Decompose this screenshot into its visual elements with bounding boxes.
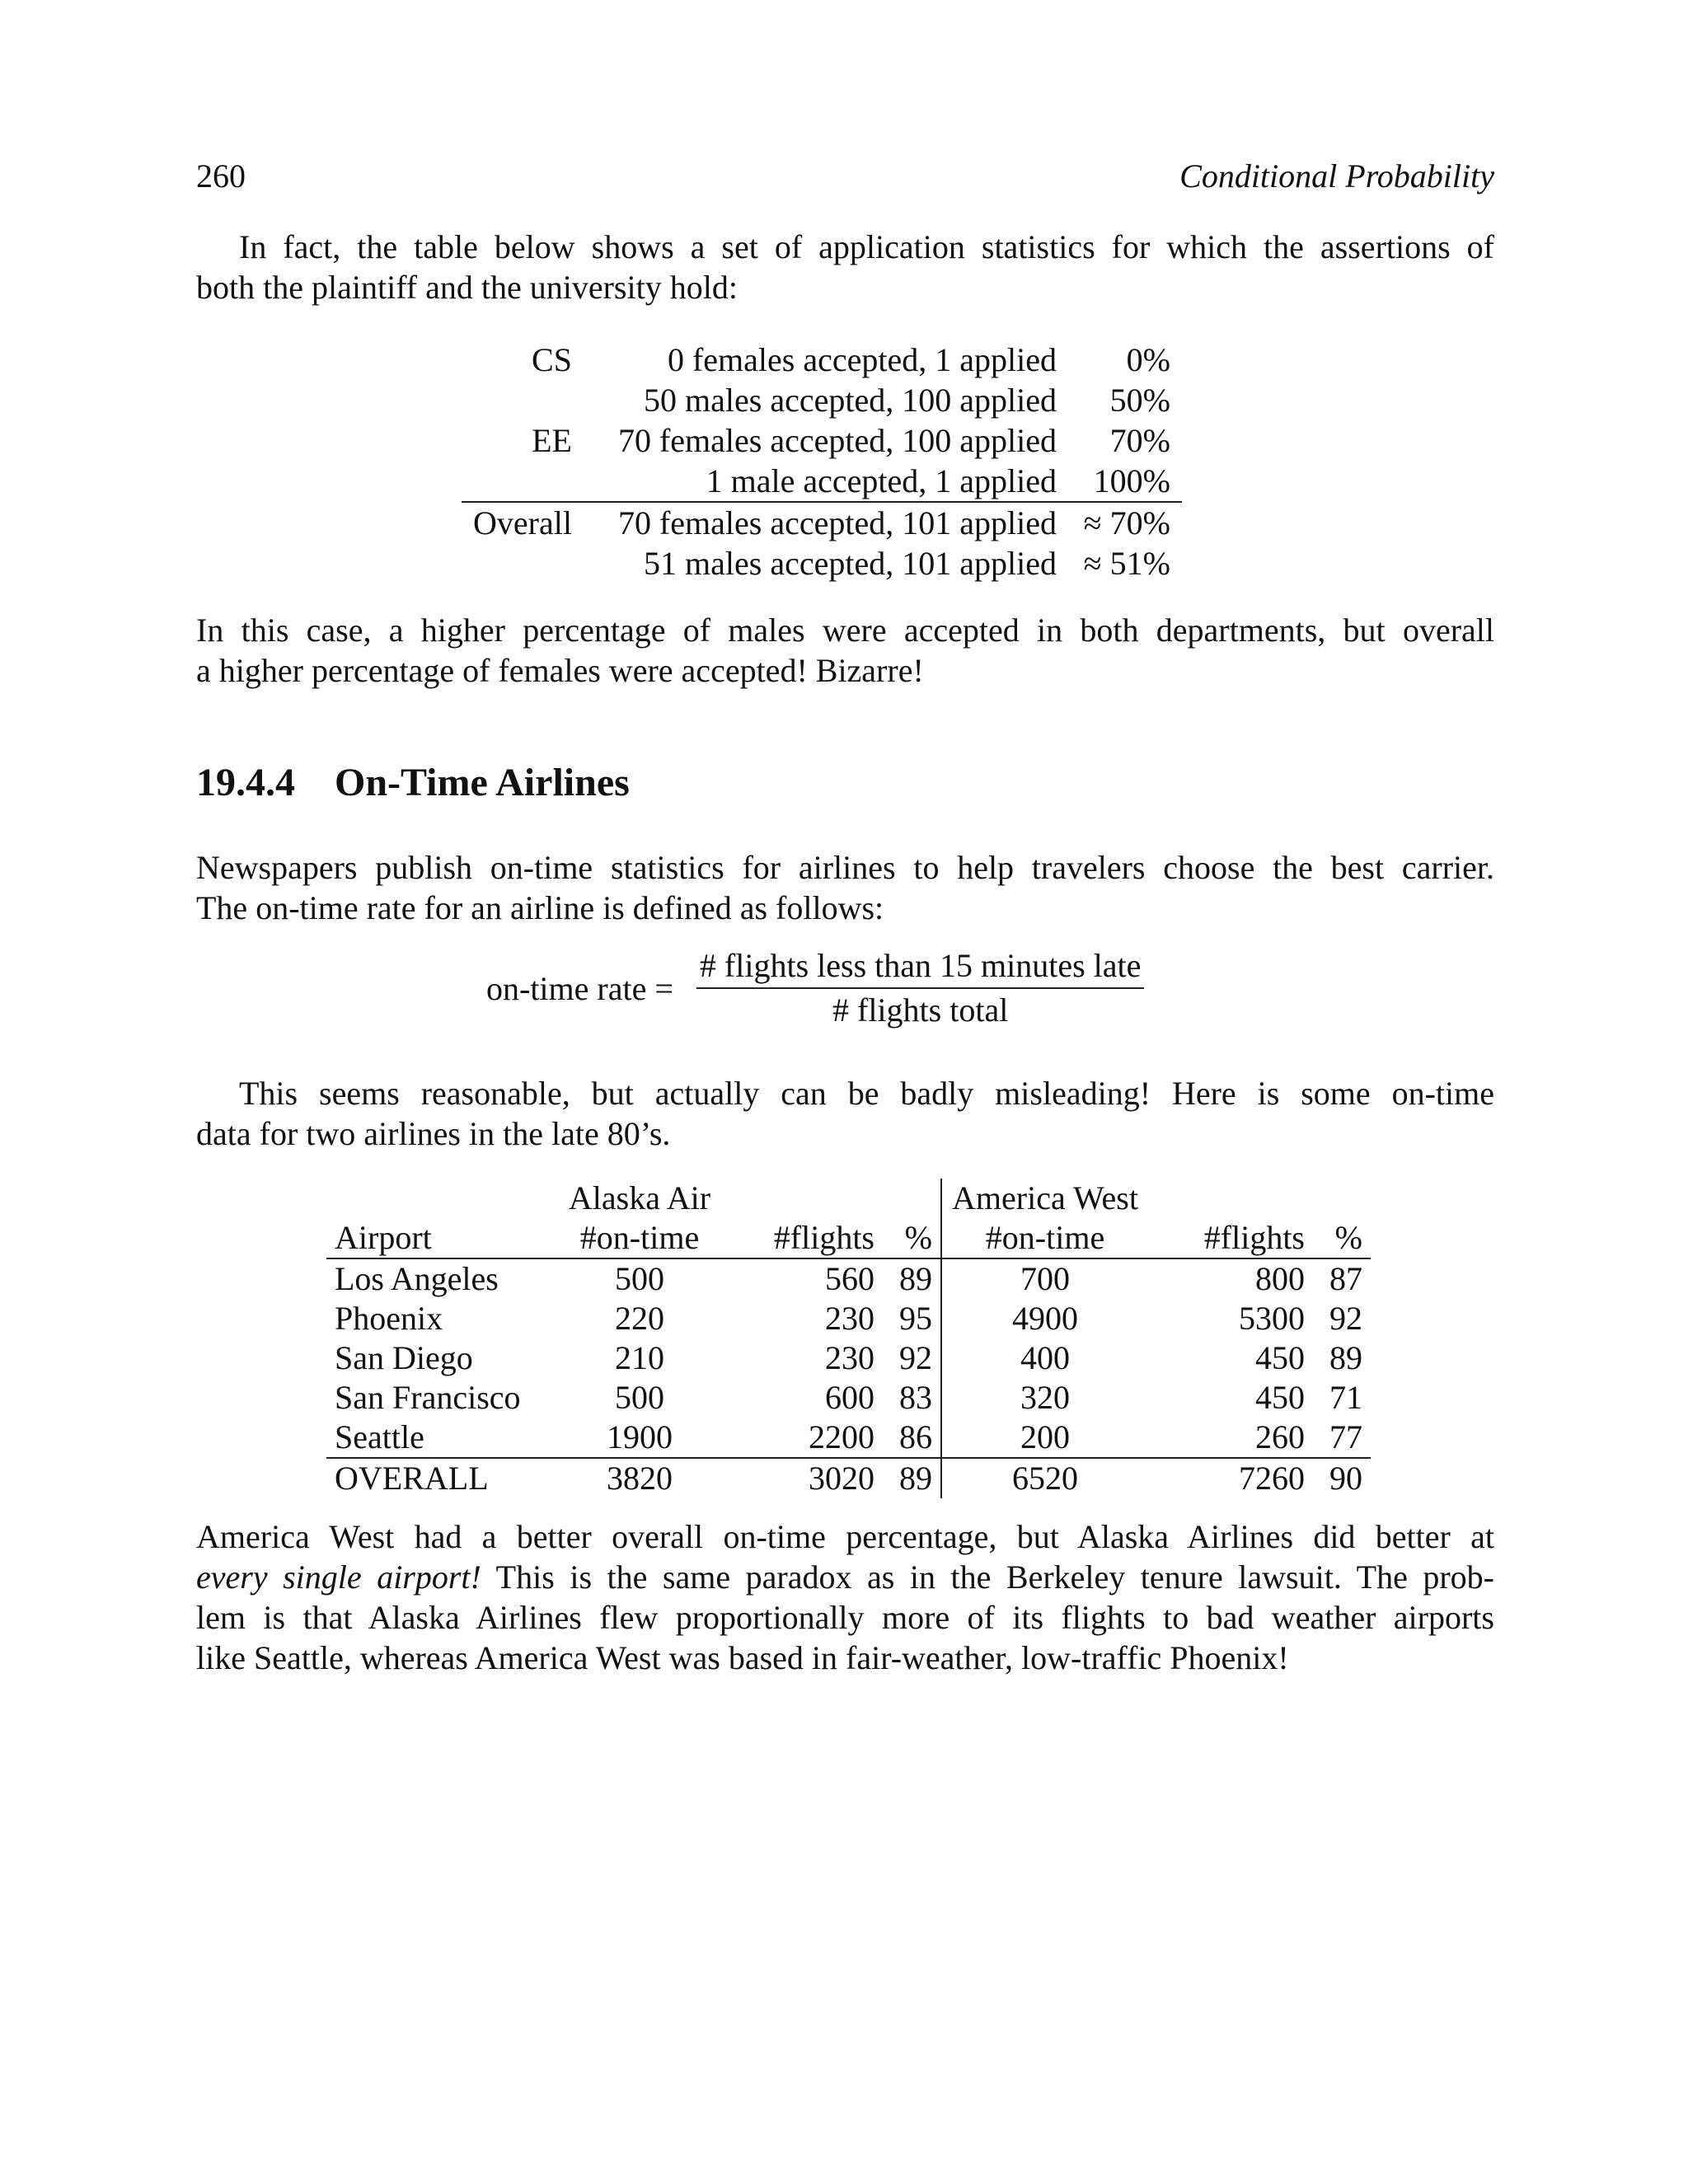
admissions-table	[462, 340, 1182, 583]
cell: 320	[1020, 1379, 1070, 1416]
airport-cell: San Diego	[335, 1339, 473, 1376]
cell: 3820	[553, 1458, 726, 1498]
after-table-line: a higher percentage of females were accepted! Bizarre!	[196, 652, 924, 689]
cell: 400	[1020, 1339, 1070, 1376]
cell: 220	[615, 1300, 664, 1337]
column-header: %	[883, 1218, 941, 1258]
column-header: #on-time	[941, 1218, 1148, 1258]
table-row	[326, 1378, 1371, 1418]
table-total-row	[326, 1458, 1371, 1498]
dept-cell	[462, 380, 584, 420]
cell: 500	[615, 1379, 664, 1416]
cell: 2200	[809, 1418, 874, 1455]
conclusion-text: This is the same paradox as in the Berkeley tenure lawsuit. The prob-	[481, 1558, 1494, 1596]
cell: 90	[1313, 1458, 1371, 1498]
cell: 560	[825, 1260, 874, 1297]
conclusion-line: America West had a better overall on-time percentage, but Alaska Airlines did better at	[196, 1518, 1494, 1555]
dept-cell: EE	[532, 422, 572, 459]
on-time-rate-formula	[486, 948, 1144, 1029]
cell: 89	[1329, 1339, 1362, 1376]
pct-cell: 0%	[1126, 341, 1170, 378]
table-row	[326, 1338, 1371, 1378]
cell: 71	[1329, 1379, 1362, 1416]
cell: 86	[883, 1418, 941, 1458]
dept-cell: CS	[532, 341, 572, 378]
cell: 230	[825, 1300, 874, 1337]
cell: 260	[1255, 1418, 1305, 1455]
column-header: %	[1313, 1218, 1371, 1258]
column-header: #flights	[726, 1218, 883, 1258]
formula-lhs: on-time rate =	[486, 969, 673, 1007]
section-heading	[196, 760, 630, 805]
desc-cell: 51 males accepted, 101 applied	[644, 545, 1057, 582]
column-header: #on-time	[553, 1218, 726, 1258]
pct-cell: ≈ 70%	[1068, 502, 1182, 543]
pct-cell: ≈ 51%	[1083, 545, 1170, 582]
running-title: Conditional Probability	[1179, 157, 1494, 194]
intro-line: both the plaintiff and the university hold:	[196, 269, 738, 306]
dept-cell	[462, 461, 584, 502]
newspapers-paragraph	[196, 847, 1494, 928]
section-title: On-Time Airlines	[335, 761, 630, 804]
desc-cell: 1 male accepted, 1 applied	[706, 462, 1057, 499]
cell: 77	[1329, 1418, 1362, 1455]
table-row	[462, 543, 1182, 583]
desc-cell: 50 males accepted, 100 applied	[644, 382, 1057, 419]
alaska-air-header: Alaska Air	[568, 1179, 711, 1216]
table-row	[462, 340, 1182, 380]
table-row	[462, 502, 1182, 543]
page-number: 260	[196, 157, 246, 194]
newspapers-line: The on-time rate for an airline is defined as follows:	[196, 889, 884, 926]
table-row	[326, 1299, 1371, 1338]
cell: 89	[883, 1258, 941, 1299]
formula-denominator: # flights total	[832, 991, 1009, 1029]
table-group-header-row	[326, 1179, 1371, 1218]
emphasis-text: every single airport!	[196, 1558, 481, 1596]
airport-cell: OVERALL	[326, 1458, 553, 1498]
pct-cell: 70%	[1109, 422, 1170, 459]
cell: 7260	[1148, 1458, 1313, 1498]
cell: 4900	[1012, 1300, 1078, 1337]
table-row	[462, 420, 1182, 461]
desc-cell: 0 females accepted, 1 applied	[667, 341, 1057, 378]
cell: 6520	[941, 1458, 1148, 1498]
after-table-line: In this case, a higher percentage of males were accepted in both departments, but overall	[196, 612, 1494, 649]
intro-paragraph	[196, 227, 1494, 307]
cell: 500	[615, 1260, 664, 1297]
reasonable-paragraph	[196, 1073, 1494, 1154]
dept-cell: Overall	[462, 502, 584, 543]
desc-cell: 70 females accepted, 100 applied	[617, 422, 1057, 459]
cell: 89	[883, 1458, 941, 1498]
cell: 800	[1255, 1260, 1305, 1297]
cell: 92	[883, 1338, 941, 1378]
cell: 450	[1255, 1379, 1305, 1416]
table-row	[326, 1418, 1371, 1458]
airport-cell: San Francisco	[335, 1379, 521, 1416]
conclusion-line	[196, 1557, 1494, 1597]
cell: 95	[883, 1299, 941, 1338]
cell: 600	[825, 1379, 874, 1416]
cell: 200	[1020, 1418, 1070, 1455]
conclusion-line: lem is that Alaska Airlines flew proportionally more of its flights to bad weather airports	[196, 1599, 1494, 1636]
pct-cell: 50%	[1109, 382, 1170, 419]
cell: 450	[1255, 1339, 1305, 1376]
after-table-paragraph	[196, 610, 1494, 691]
conclusion-paragraph	[196, 1516, 1494, 1678]
airport-cell: Seattle	[335, 1418, 424, 1455]
table-row	[326, 1258, 1371, 1299]
cell: 700	[1020, 1260, 1070, 1297]
cell: 210	[615, 1339, 664, 1376]
formula-fraction	[696, 948, 1145, 1029]
cell: 1900	[607, 1418, 673, 1455]
dept-cell	[462, 543, 584, 583]
table-header-row	[326, 1218, 1371, 1258]
cell: 92	[1329, 1300, 1362, 1337]
section-number: 19.4.4	[196, 761, 295, 804]
airport-cell: Los Angeles	[335, 1260, 499, 1297]
newspapers-line: Newspapers publish on-time statistics for airlines to help travelers choose the best carrier.	[196, 849, 1494, 886]
desc-cell: 70 females accepted, 101 applied	[584, 502, 1068, 543]
airport-cell: Phoenix	[335, 1300, 443, 1337]
column-header: #flights	[1148, 1218, 1313, 1258]
conclusion-line: like Seattle, whereas America West was based in fair-weather, low-traffic Phoenix!	[196, 1639, 1289, 1676]
cell: 83	[883, 1378, 941, 1418]
reasonable-line: data for two airlines in the late 80’s.	[196, 1115, 671, 1152]
intro-line: In fact, the table below shows a set of application statistics for which the assertions of	[239, 228, 1494, 265]
cell: 5300	[1239, 1300, 1305, 1337]
cell: 87	[1329, 1260, 1362, 1297]
reasonable-line: This seems reasonable, but actually can be badly misleading! Here is some on-time	[239, 1075, 1494, 1112]
formula-numerator: # flights less than 15 minutes late	[696, 948, 1145, 989]
cell: 230	[825, 1339, 874, 1376]
cell: 3020	[726, 1458, 883, 1498]
column-header: Airport	[326, 1218, 553, 1258]
america-west-header: America West	[952, 1179, 1138, 1216]
pct-cell: 100%	[1093, 462, 1170, 499]
table-row	[462, 461, 1182, 502]
table-row	[462, 380, 1182, 420]
airline-table	[326, 1179, 1371, 1498]
